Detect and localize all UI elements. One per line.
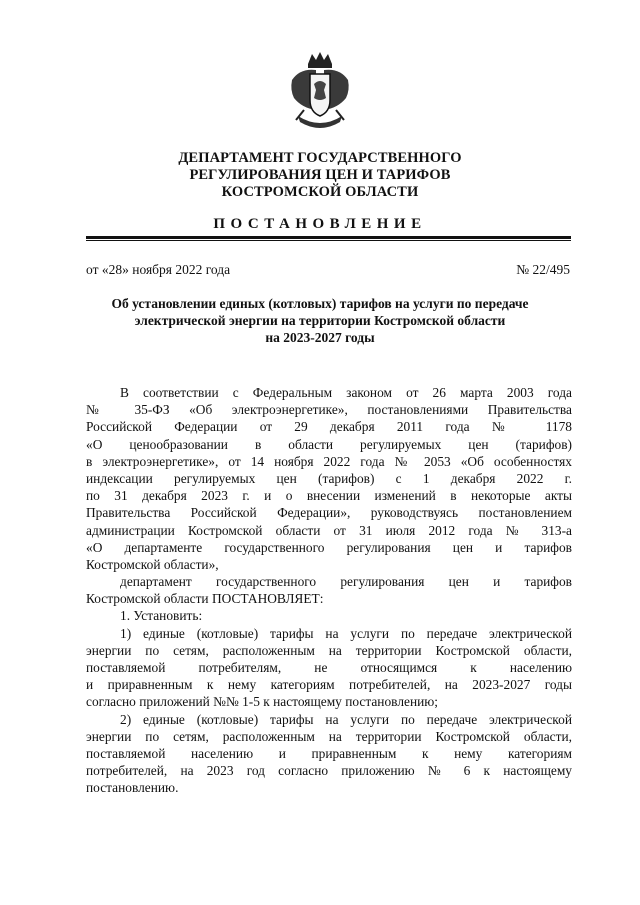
document-body: [86, 384, 572, 797]
body-line: 1) единые (котловые) тарифы на услуги по передаче электрической: [120, 625, 572, 641]
body-line: Костромской области»,: [86, 556, 219, 572]
body-line: «О ценообразовании в области регулируемых цен (тарифов): [86, 436, 572, 452]
body-line: в электроэнергетике», от 14 ноября 2022 года № 2053 «Об особенностях: [86, 453, 572, 469]
body-line: 1. Установить:: [120, 608, 203, 624]
body-line: «О департаменте государственного регулирования цен и тарифов: [86, 539, 572, 555]
body-line: и приравненным к нему категориям потребителей, на 2023-2027 годы: [86, 677, 572, 693]
title-line: электрической энергии на территории Костромской области: [134, 313, 506, 328]
body-line: согласно приложений №№ 1-5 к настоящему постановлению;: [86, 694, 439, 710]
body-line: 2) единые (котловые) тарифы на услуги по передаче электрической: [120, 711, 572, 727]
body-line: по 31 декабря 2023 г. и о внесении изменений в некоторые акты: [86, 488, 572, 504]
department-name: [60, 150, 580, 201]
department-line: РЕГУЛИРОВАНИЯ ЦЕН И ТАРИФОВ: [189, 167, 451, 183]
body-line: В соответствии с Федеральным законом от 26 марта 2003 года: [120, 385, 572, 400]
title-line: на 2023-2027 годы: [265, 330, 375, 345]
title-line: Об установлении единых (котловых) тарифов на услуги по передаче: [111, 296, 529, 311]
body-line: департамент государственного регулирования цен и тарифов: [120, 574, 572, 590]
body-line: № 35-ФЗ «Об электроэнергетике», постановлениями Правительства: [86, 402, 572, 418]
document-type-heading: ПОСТАНОВЛЕНИЕ: [213, 216, 427, 232]
document-date: от «28» ноября 2022 года: [86, 262, 231, 277]
body-line: Российской Федерации от 29 декабря 2011 года № 1178: [86, 419, 572, 435]
heading-divider-thick: [86, 236, 571, 239]
body-line: Правительства Российской Федерации», руководствуясь постановлением: [86, 505, 572, 521]
heading-divider-thin: [86, 240, 571, 241]
department-line: КОСТРОМСКОЙ ОБЛАСТИ: [221, 184, 419, 200]
coat-of-arms-emblem: [286, 50, 354, 134]
body-line: постановлению.: [86, 780, 179, 796]
body-line: энергии по сетям, расположенным на территории Костромской области,: [86, 642, 572, 658]
department-line: ДЕПАРТАМЕНТ ГОСУДАРСТВЕННОГО: [178, 150, 462, 166]
body-line: индексации регулируемых цен (тарифов) с 1 декабря 2022 г.: [86, 470, 572, 486]
body-line: поставляемой потребителям, не относящимся к населению: [86, 660, 572, 675]
document-number: № 22/495: [516, 262, 570, 277]
body-line: администрации Костромской области от 31 июля 2012 года № 313-а: [86, 522, 572, 538]
body-line: энергии по сетям, расположенным на территории Костромской области,: [86, 728, 572, 744]
document-title: [70, 295, 570, 346]
body-line: Костромской области ПОСТАНОВЛЯЕТ:: [86, 591, 324, 607]
body-line: поставляемой населению и приравненным к нему категориям: [86, 745, 572, 761]
body-line: потребителей, на 2023 год согласно приложению № 6 к настоящему: [86, 763, 572, 779]
